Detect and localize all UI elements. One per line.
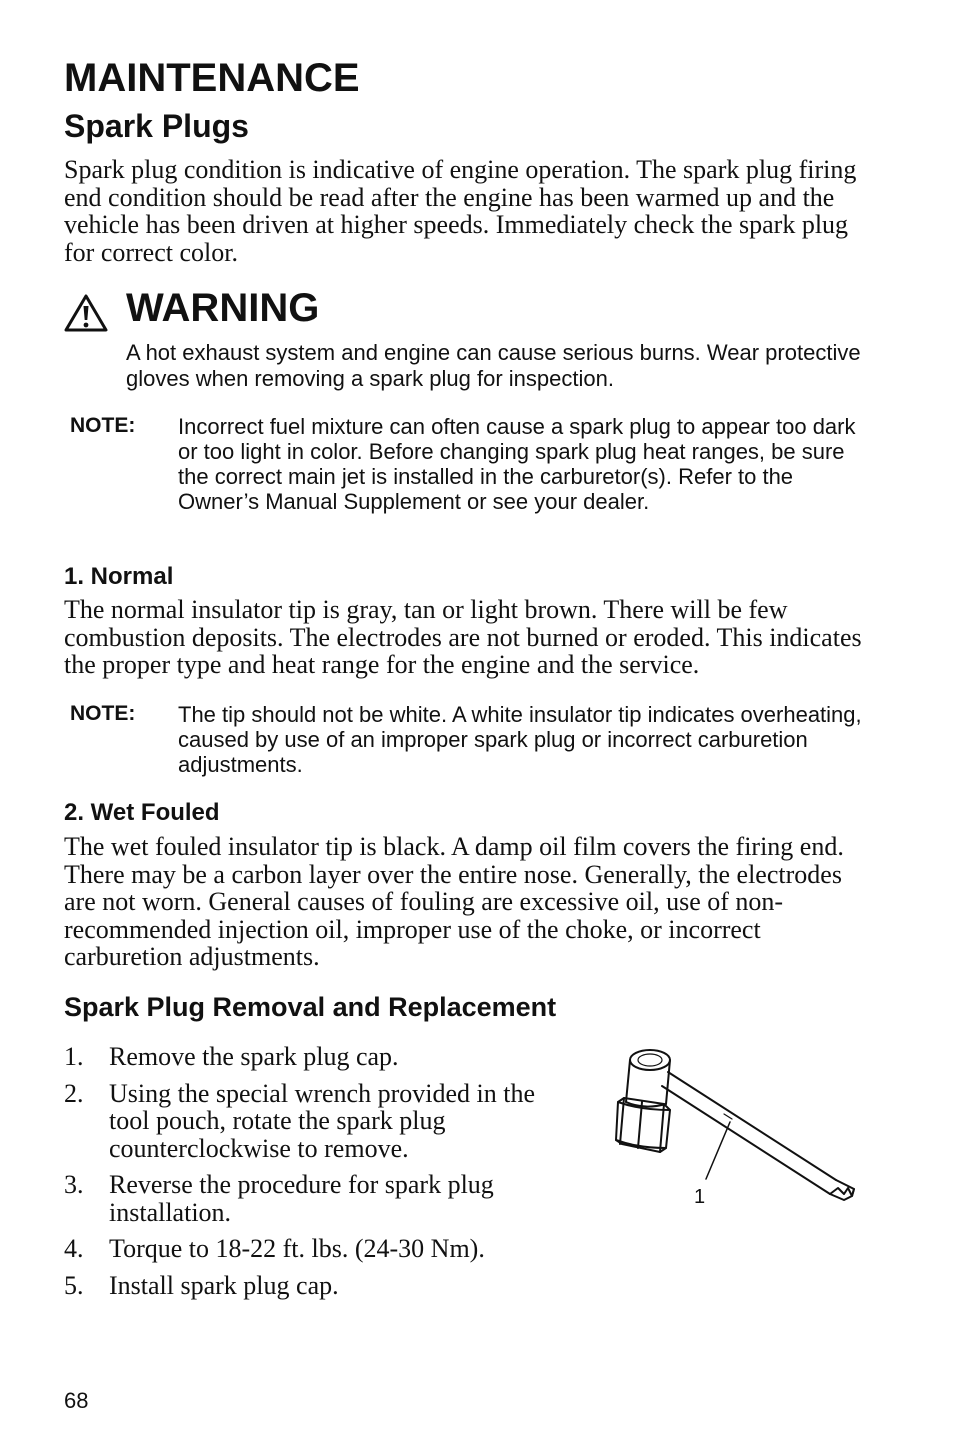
list-item bbox=[64, 1235, 544, 1263]
step-text: Install spark plug cap. bbox=[109, 1270, 339, 1300]
intro-paragraph: Spark plug condition is indicative of engine operation. The spark plug firing end condition should be read after the engine has been warmed up and the vehicle has been driven at higher speeds. Immediately check the spark plug for correct color. bbox=[64, 155, 857, 267]
condition-text-normal: The normal insulator tip is gray, tan or light brown. There will be few combustion deposits. The electrodes are not burned or eroded. This indicates the proper type and heat range for the engine and the service. bbox=[64, 595, 862, 679]
condition-heading-wet-fouled: 2. Wet Fouled bbox=[64, 799, 220, 826]
step-number: 5. bbox=[64, 1270, 84, 1300]
page-number: 68 bbox=[64, 1388, 89, 1413]
list-item bbox=[64, 1171, 544, 1226]
list-item bbox=[64, 1272, 544, 1300]
warning-triangle-icon bbox=[64, 294, 108, 332]
list-item bbox=[64, 1043, 544, 1071]
step-text: Reverse the procedure for spark plug installation. bbox=[109, 1170, 494, 1227]
section-title: MAINTENANCE bbox=[64, 56, 360, 100]
step-text: Remove the spark plug cap. bbox=[109, 1042, 399, 1071]
step-number: 4. bbox=[64, 1234, 84, 1263]
list-item bbox=[64, 1080, 544, 1163]
step-text: Using the special wrench provided in the tool pouch, rotate the spark plug counterclockwise to remove. bbox=[109, 1078, 535, 1163]
step-number: 3. bbox=[64, 1170, 84, 1199]
condition-heading-normal: 1. Normal bbox=[64, 563, 174, 590]
warning-text: A hot exhaust system and engine can cause serious burns. Wear protective gloves when removing a spark plug for inspection. bbox=[126, 340, 861, 391]
condition-text-wet-fouled: The wet fouled insulator tip is black. A damp oil film covers the firing end. There may be a carbon layer over the entire nose. Generally, the electrodes are not worn. General causes of fouling are excessive oil, use of non-recommended injection oil, improper use of the choke, or incorrect carburetion adjustments. bbox=[64, 832, 844, 971]
note-label: NOTE: bbox=[70, 414, 136, 437]
figure-callout: 1 bbox=[694, 1186, 706, 1208]
subsection-title: Spark Plugs bbox=[64, 108, 249, 144]
note-text: The tip should not be white. A white insulator tip indicates overheating, caused by use of an improper spark plug or incorrect carburetion adjustments. bbox=[178, 702, 862, 777]
removal-heading: Spark Plug Removal and Replacement bbox=[64, 992, 557, 1022]
spark-plug-wrench-illustration bbox=[604, 1044, 864, 1214]
note-text: Incorrect fuel mixture can often cause a spark plug to appear too dark or too light in color. Before changing spark plug heat ranges, be sure the correct main jet is installed in the carburetor(s). Refer to the Owner’s Manual Supplement or see your dealer. bbox=[178, 414, 856, 514]
note-label: NOTE: bbox=[70, 702, 136, 725]
step-number: 2. bbox=[64, 1078, 84, 1108]
warning-title: WARNING bbox=[126, 286, 320, 330]
step-number: 1. bbox=[64, 1042, 84, 1071]
step-text: Torque to 18-22 ft. lbs. (24-30 Nm). bbox=[109, 1234, 485, 1263]
removal-steps bbox=[64, 1043, 544, 1308]
